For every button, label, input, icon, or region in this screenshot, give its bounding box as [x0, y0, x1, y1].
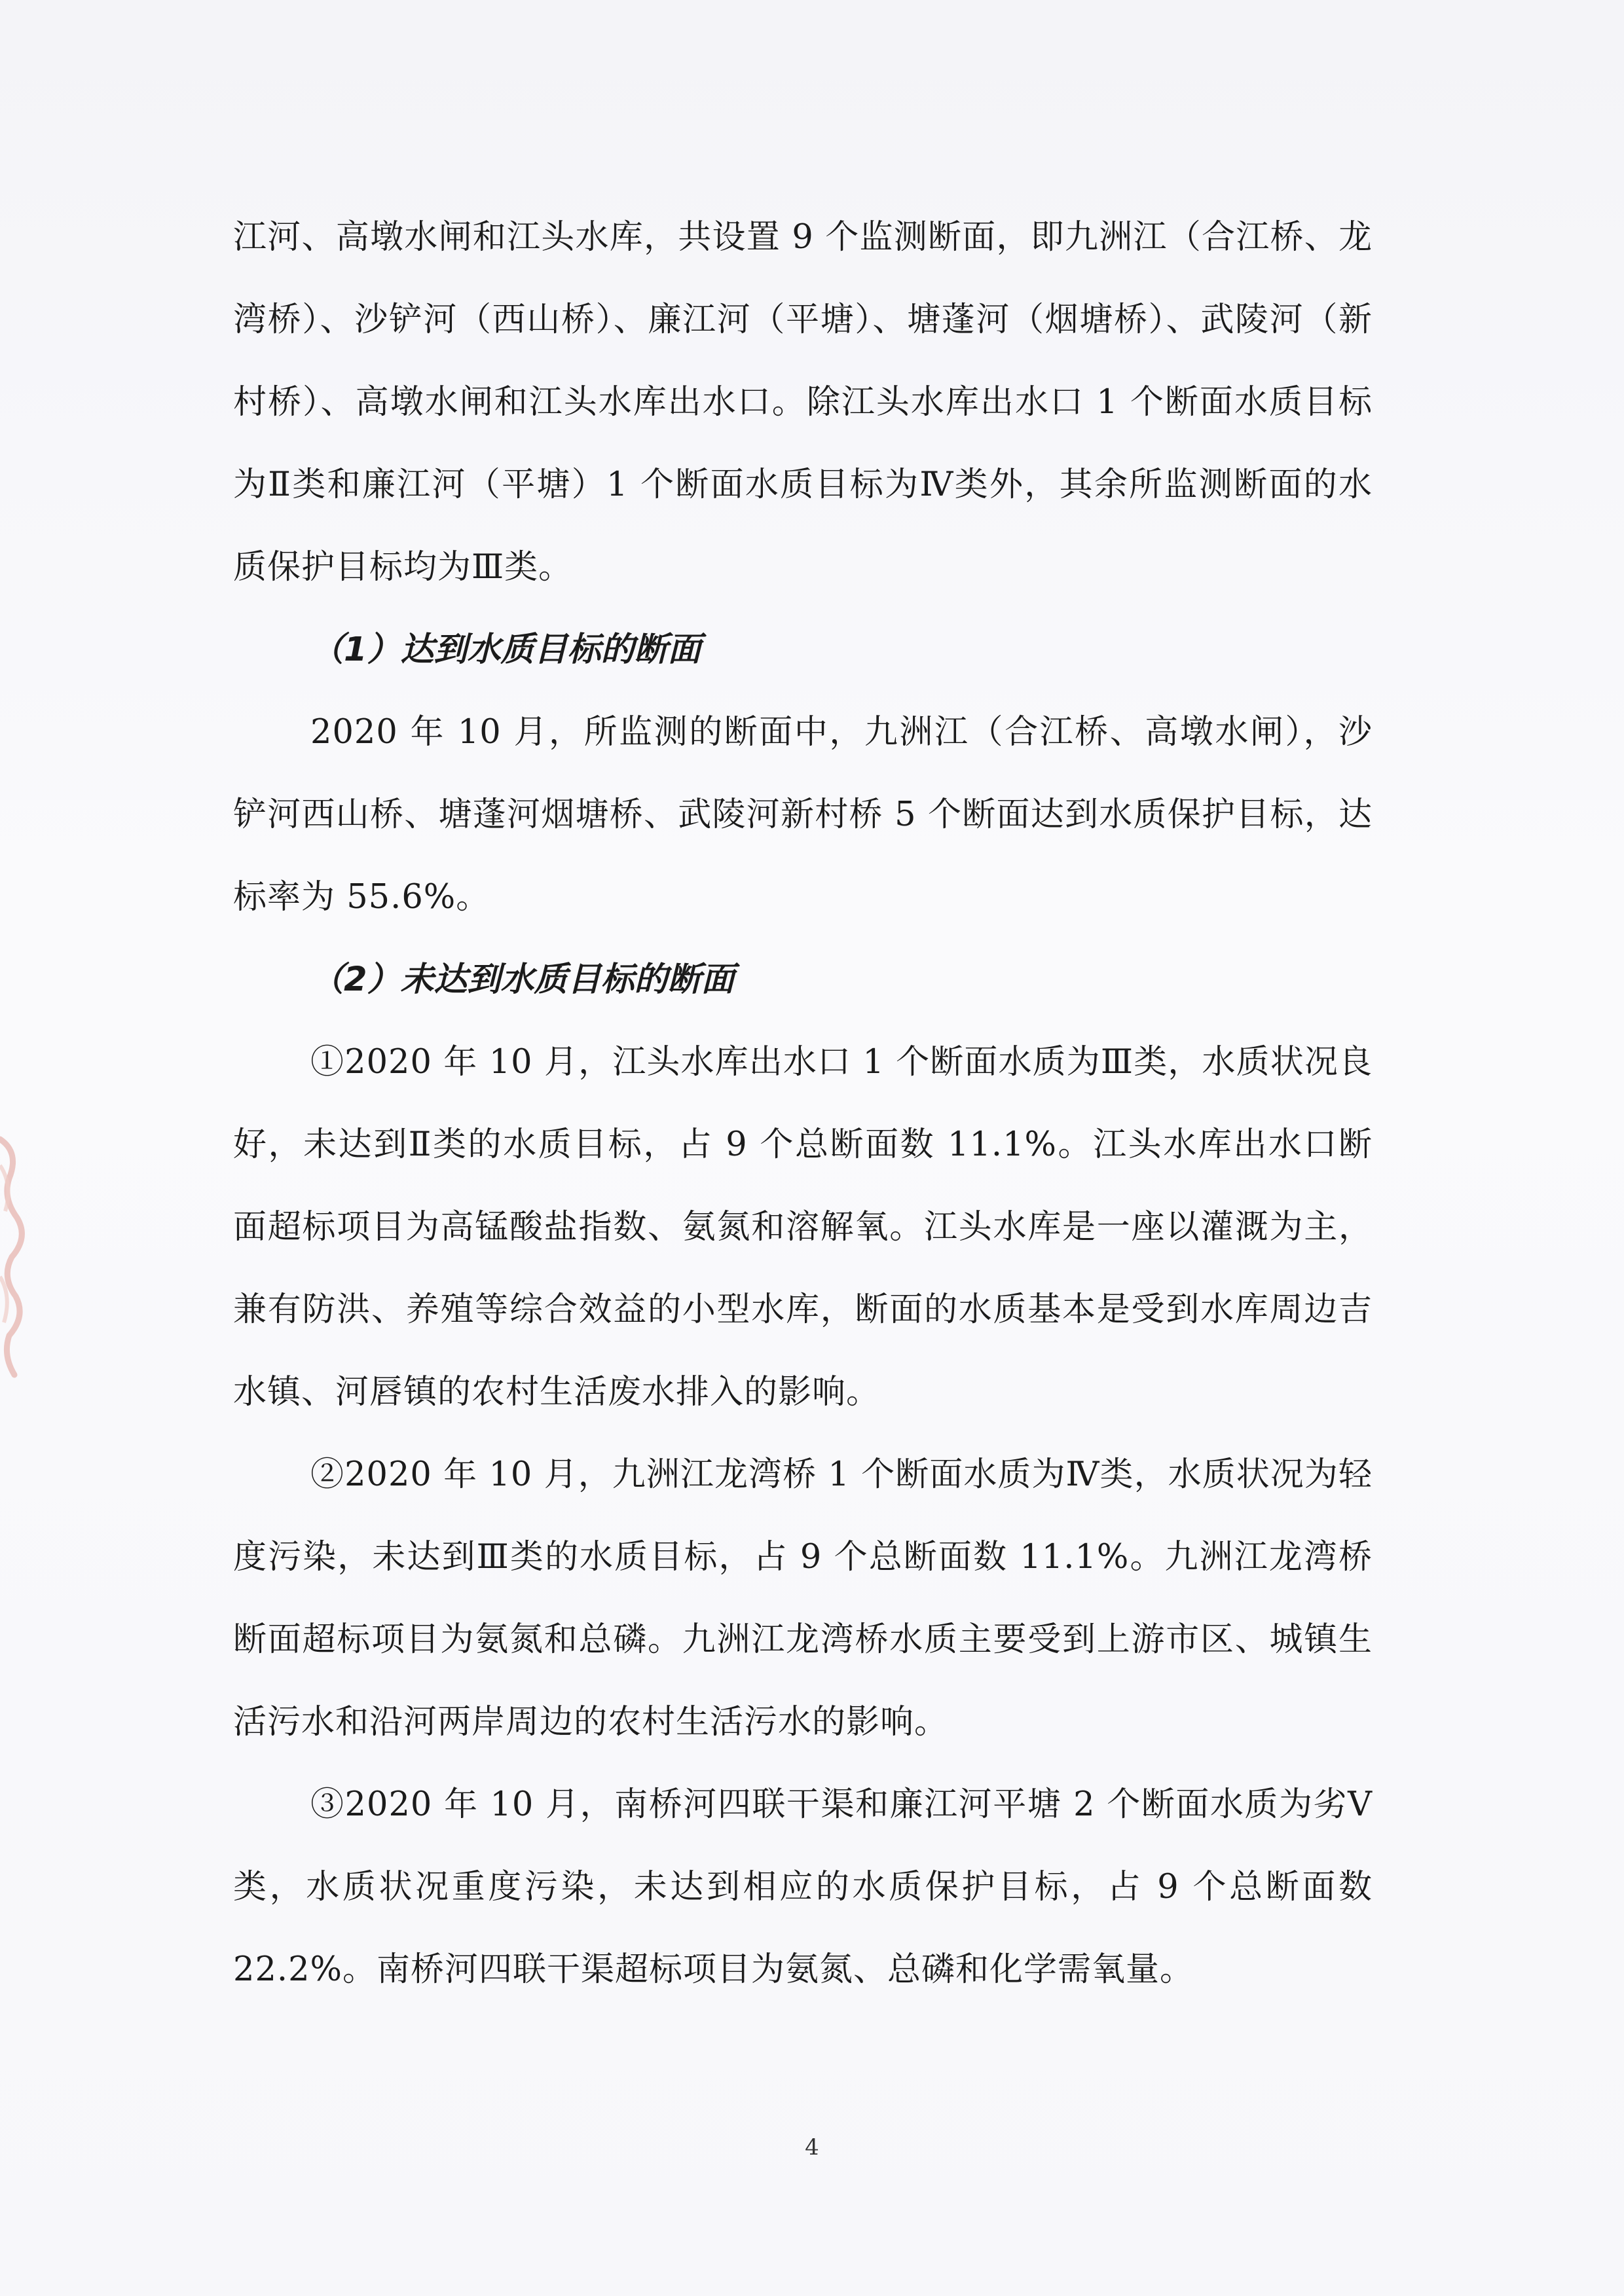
heading-sections-not-meeting-target: （2）未达到水质目标的断面: [310, 960, 735, 999]
heading-sections-meeting-target: （1）达到水质目标的断面: [310, 630, 701, 669]
document-body: [233, 196, 1373, 2011]
paragraph-longwan-bridge: ②2020 年 10 月，九洲江龙湾桥 1 个断面水质为Ⅳ类，水质状况为轻度污染，未达到Ⅲ类的水质目标，占 9 个总断面数 11.1%。九洲江龙湾桥断面超标项目为氨氮和总磷。九洲江龙湾桥水质主要受到上游市区、城镇生活污水和沿河两岸周边的农村生活污水的影响。: [233, 1455, 1373, 1741]
paragraph-monitoring-sections: 江河、高墩水闸和江头水库，共设置 9 个监测断面，即九洲江（合江桥、龙湾桥）、沙铲河（西山桥）、廉江河（平塘）、塘蓬河（烟塘桥）、武陵河（新村桥）、高墩水闸和江头水库出水口。除江头水库出水口 1 个断面水质目标为Ⅱ类和廉江河（平塘）1 个断面水质目标为Ⅳ类外，其余所监测断面的水质保护目标均为Ⅲ类。: [233, 218, 1373, 587]
paragraph-jiangtou-reservoir: ①2020 年 10 月，江头水库出水口 1 个断面水质为Ⅲ类，水质状况良好，未达到Ⅱ类的水质目标，占 9 个总断面数 11.1%。江头水库出水口断面超标项目为高锰酸盐指数、氨氮和溶解氧。江头水库是一座以灌溉为主，兼有防洪、养殖等综合效益的小型水库，断面的水质基本是受到水库周边吉水镇、河唇镇的农村生活废水排入的影响。: [233, 1043, 1373, 1412]
red-seal-edge-icon: [0, 1126, 39, 1388]
paragraph-meeting-target: 2020 年 10 月，所监测的断面中，九洲江（合江桥、高墩水闸），沙铲河西山桥、塘蓬河烟塘桥、武陵河新村桥 5 个断面达到水质保护目标，达标率为 55.6%。: [233, 713, 1373, 917]
paragraph-nanqiao-river: ③2020 年 10 月，南桥河四联干渠和廉江河平塘 2 个断面水质为劣Ⅴ类，水质状况重度污染，未达到相应的水质保护目标，占 9 个总断面数 22.2%。南桥河四联干渠超标项目为氨氮、总磷和化学需氧量。: [233, 1785, 1373, 1989]
page-number: 4: [805, 2134, 819, 2160]
